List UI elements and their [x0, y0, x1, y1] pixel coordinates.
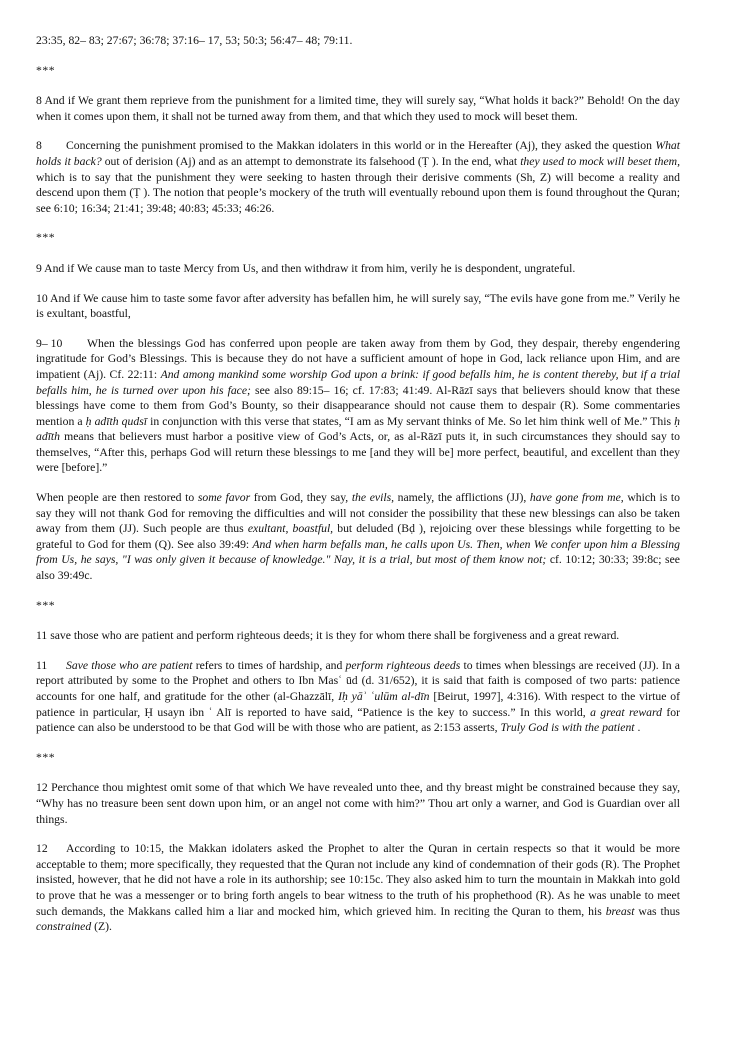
commentary-11-quote-2: perform righteous deeds — [345, 658, 461, 672]
verse-10-text: And if We cause him to taste some favor after adversity has befallen him, he will surely say, “The evils have gone from me.” Verily he is exultant, boastful, — [36, 291, 680, 321]
commentary-8-part3: which is to say that the punishment they were seeking to hasten through their derisive comments (Sh, Z) will become a reality and descend upon them (Ṭ ). The notion that people’s mockery of the truth will eventually rebound upon them is found throughout the Quran; see 6:10; 16:34; 21:41; 39:48; 40:83; 45:33; 46:26. — [36, 170, 680, 215]
commentary-9-10-part1: When the blessings God has conferred upon people are taken away from them by God, they despair, thereby engendering ingratitude for God’s Blessings. This is because they do not have a sufficient amount of hope in God, lack reliance upon Him, and are impatient (Aj). Cf. 22:11: — [36, 336, 680, 381]
commentary-restored-part4: which is to say they will not thank God for removing the difficulties and will not consider the possibility that these new blessings can also be taken away from them (JJ). Such people are thus — [36, 491, 680, 536]
verse-8-number: 8 — [36, 94, 42, 108]
verse-9-text: And if We cause man to taste Mercy from Us, and then withdraw it from him, verily he is despondent, ungrateful. — [44, 261, 576, 275]
commentary-11-part5: . — [634, 721, 641, 735]
commentary-11 — [36, 658, 680, 736]
commentary-restored-part6: cf. 10:12; 30:33; 39:8c; see also 39:49c. — [36, 553, 680, 583]
verse-9-number: 9 — [36, 261, 42, 275]
commentary-11-quote-4: a great reward — [590, 705, 662, 719]
commentary-12-quote-2: constrained — [36, 920, 92, 934]
commentary-8 — [36, 138, 680, 216]
verse-8 — [36, 93, 680, 124]
commentary-restored-quote-4: exultant, boastful, — [247, 522, 334, 536]
commentary-restored-blessings — [36, 490, 680, 584]
commentary-9-10 — [36, 336, 680, 476]
verse-11-number: 11 — [36, 629, 48, 643]
verse-10 — [36, 291, 680, 322]
verse-12 — [36, 780, 680, 827]
commentary-restored-part5: but deluded (Bḍ ), rejoicing over these blessings while forgetting to be grateful to God for them (Q). See also 39:49: — [36, 522, 681, 551]
commentary-11-quote-1: Save those who are patient — [66, 658, 193, 672]
commentary-9-10-term-hadith: ḥ adīth — [36, 414, 680, 444]
commentary-8-quote-2: they used to mock will beset them, — [520, 154, 680, 168]
verse-9 — [36, 261, 680, 277]
commentary-8-quote-1: What holds it back? — [36, 139, 680, 168]
commentary-12-number: 12 — [36, 842, 48, 856]
commentary-9-10-part4: means that believers must harbor a positive view of God’s Acts, or, as al-Rāzī puts it, in such circumstances they should say to themselves, “After this, perhaps God will return these blessings to me [and they will be] more perfect, beautiful, and excellent than they were [before].” — [36, 430, 680, 475]
commentary-9-10-part2: see also 89:15– 16; cf. 17:83; 41:49. Al-Rāzī says that believers should know that these blessings have come to them from God’s Bounty, so their disappearance should not cause them to despair (R). Some commentaries mention a — [36, 383, 680, 428]
verse-12-number: 12 — [36, 781, 48, 795]
verse-11-text: save those who are patient and perform righteous deeds; it is they for whom there shall be forgiveness and a great reward. — [50, 629, 620, 643]
commentary-restored-quote-5: And when harm befalls man, he calls upon Us. Then, when We confer upon him a Blessing from Us, he says, "I was only given it because of knowledge." Nay, it is a trial, but most of them know not; — [36, 537, 680, 567]
commentary-11-quote-5: Truly God is with the patient — [500, 721, 635, 735]
section-separator-3: *** — [36, 598, 56, 612]
verse-12-text: Perchance thou mightest omit some of that which We have revealed unto thee, and thy breast might be constrained because they say, “Why has no treasure been sent down upon him, or an angel not come with him?” Thou art only a warner, and God is Guardian over all things. — [36, 781, 681, 826]
commentary-12-part3: (Z). — [91, 920, 112, 934]
section-separator-1: *** — [36, 63, 56, 77]
commentary-11-book-title: Iḥ yāʾ ʿulūm al-dīn — [338, 690, 430, 703]
commentary-restored-quote-2: the evils, — [351, 491, 395, 505]
commentary-restored-part1: When people are then restored to — [36, 491, 198, 505]
commentary-12-part1: According to 10:15, the Makkan idolaters asked the Prophet to alter the Quran in certain respects so that it would be more acceptable to them; more specifically, they requested that the Quran not include any kind of condemnation of their gods (R). The Prophet insisted, however, that he did not have a role in its authorship; see 10:15c. They also asked him to turn the mountain in Makkah into gold to prove that he was a messenger or to bring forth angels to bear witness to the truth of his prophethood (R). As he was unable to meet such demands, the Makkans called him a liar and mocked him, which grieved him. In reciting the Quran to them, his — [36, 842, 680, 918]
section-separator-4: *** — [36, 750, 56, 764]
commentary-11-part4: for patience can also be understood to be that God will be with those who are patient, as 2:153 asserts, — [36, 705, 681, 735]
commentary-11-number: 11 — [36, 658, 48, 672]
commentary-8-part1: Concerning the punishment promised to the Makkan idolaters in this world or in the Hereafter (Aj), they asked the question — [66, 139, 656, 153]
commentary-11-part1: refers to times of hardship, and — [192, 658, 346, 672]
commentary-8-number: 8 — [36, 139, 42, 153]
verse-8-text: And if We grant them reprieve from the punishment for a limited time, they will surely say, “What holds it back?” Behold! On the day when it comes upon them, it shall not be turned away from them, and that which they used to mock will beset them. — [36, 94, 680, 123]
commentary-8-part2: out of derision (Aj) and as an attempt to demonstrate its falsehood (Ṭ ). In the end, what — [101, 154, 521, 168]
commentary-12-part2: was thus — [634, 904, 680, 918]
commentary-9-10-term-hadith-qudsi: ḥ adīth qudsī — [85, 414, 148, 428]
commentary-12 — [36, 841, 680, 935]
commentary-restored-part3: namely, the afflictions (JJ), — [394, 491, 530, 505]
verse-10-number: 10 — [36, 291, 48, 305]
scripture-reference-line: 23:35, 82– 83; 27:67; 36:78; 37:16– 17, 53; 50:3; 56:47– 48; 79:11. — [36, 34, 353, 47]
commentary-11-part2: to times when blessings are received (JJ). In a report attributed by some to the Prophet and others to Ibn Masʿ ūd (d. 31/652), it is said that faith is composed of two parts: patience accounts for one half, and gratitude for the other (al-Ghazzālī, — [36, 658, 680, 703]
section-separator-2: *** — [36, 231, 56, 245]
commentary-9-10-number: 9– 10 — [36, 336, 63, 350]
commentary-restored-part2: from God, they say, — [250, 491, 352, 505]
commentary-restored-quote-1: some favor — [197, 491, 251, 505]
commentary-9-10-quote-1: And among mankind some worship God upon a brink: if good befalls him, he is content thereby, but if a trial befalls him, he is turned over upon his face; — [36, 367, 680, 397]
commentary-9-10-part3: in conjunction with this verse that states, “I am as My servant thinks of Me. So let him think well of Me.” This — [147, 414, 675, 428]
commentary-11-part3: [Beirut, 1997], 4:316). With respect to the virtue of patience in particular, Ḥ usayn ibn ʿ Alī is reported to have said, “Patience is the key to success.” In this world, — [36, 690, 680, 719]
verse-11 — [36, 628, 680, 644]
commentary-12-quote-1: breast — [605, 904, 635, 918]
commentary-restored-quote-3: have gone from me, — [529, 491, 624, 505]
